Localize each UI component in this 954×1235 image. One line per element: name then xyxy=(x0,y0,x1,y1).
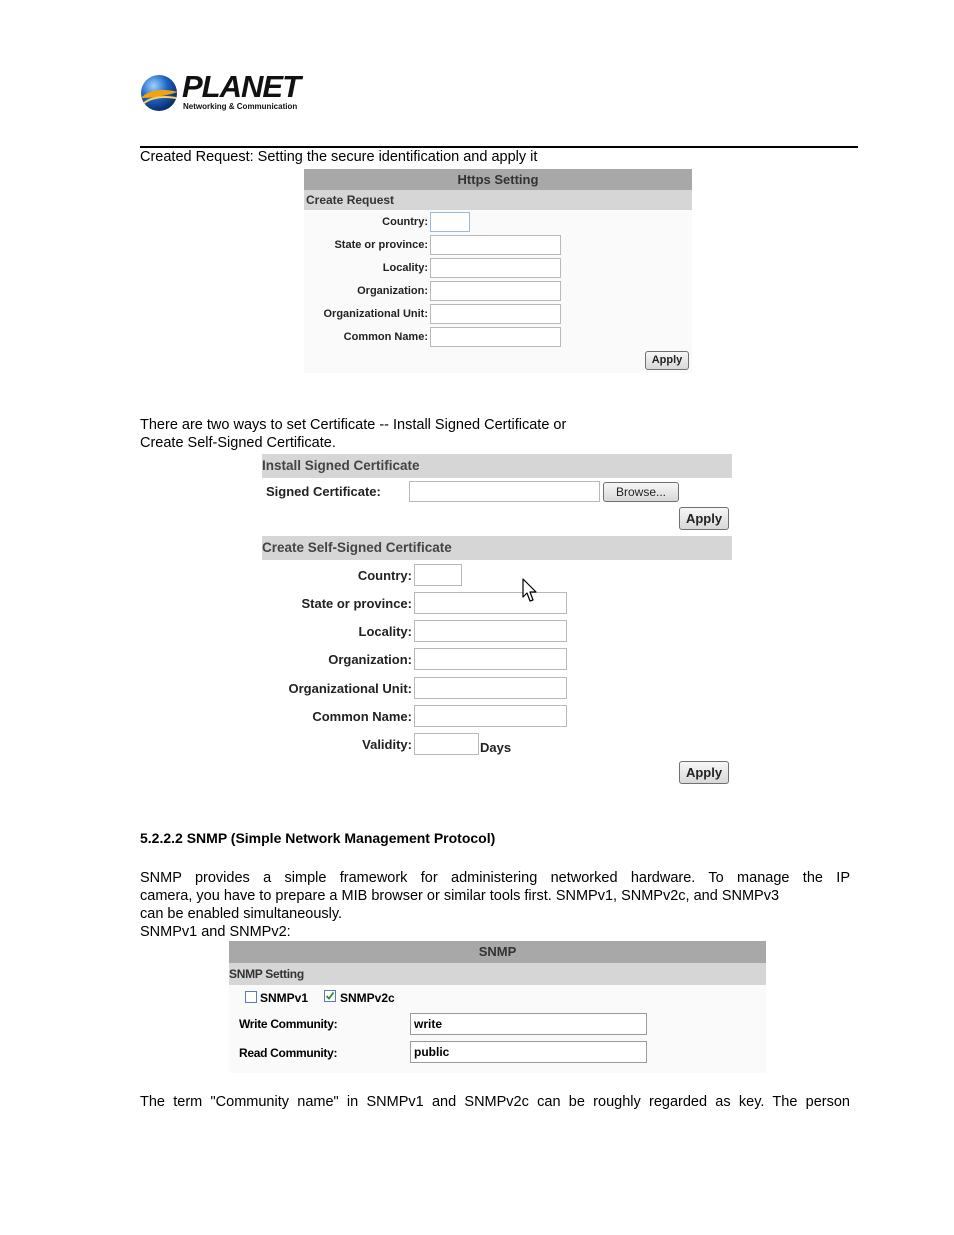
days-label: Days xyxy=(480,740,512,755)
self-signed-header: Create Self-Signed Certificate xyxy=(262,536,732,560)
install-signed-header: Install Signed Certificate xyxy=(262,454,732,478)
read-community-input[interactable] xyxy=(410,1041,647,1063)
common-name-input[interactable] xyxy=(430,327,561,347)
snmp-setting-header: SNMP Setting xyxy=(229,963,766,985)
snmpv2c-label: SNMPv2c xyxy=(340,991,395,1005)
country-label: Country: xyxy=(382,216,428,228)
two-ways-line1: There are two ways to set Certificate -- Install Signed Certificate or xyxy=(140,417,567,433)
self-state-input[interactable] xyxy=(414,592,567,614)
create-request-header: Create Request xyxy=(304,190,692,210)
write-community-value: write xyxy=(414,1017,443,1031)
install-apply-button[interactable]: Apply xyxy=(679,507,729,530)
snmp-panel xyxy=(229,941,766,1073)
common-name-label: Common Name: xyxy=(343,331,428,343)
globe-icon xyxy=(138,72,180,114)
mouse-cursor-icon xyxy=(522,578,538,604)
self-locality-input[interactable] xyxy=(414,620,567,642)
read-community-value: public xyxy=(414,1045,450,1059)
country-input[interactable] xyxy=(430,212,470,232)
signed-cert-label: Signed Certificate: xyxy=(266,484,381,499)
self-common-name-input[interactable] xyxy=(414,705,567,727)
snmp-para-line4: SNMPv1 and SNMPv2: xyxy=(140,924,291,940)
locality-label: Locality: xyxy=(382,262,428,274)
brand-tagline: Networking & Communication xyxy=(183,102,298,111)
snmp-para-line3: can be enabled simultaneously. xyxy=(140,906,343,922)
self-locality-label: Locality: xyxy=(358,624,412,639)
self-org-unit-input[interactable] xyxy=(414,677,567,699)
https-apply-button[interactable]: Apply xyxy=(645,351,689,370)
validity-input[interactable] xyxy=(414,733,479,755)
validity-label: Validity: xyxy=(362,737,412,752)
snmpv1-checkbox[interactable] xyxy=(245,991,257,1003)
snmp-para-line2: camera, you have to prepare a MIB browser or similar tools first. SNMPv1, SNMPv2c, and SNMPv3 xyxy=(140,888,780,904)
snmpv2c-checkbox[interactable] xyxy=(324,990,336,1002)
snmpv1-label: SNMPv1 xyxy=(260,991,309,1005)
certificate-panel xyxy=(262,454,732,789)
signed-cert-input[interactable] xyxy=(409,481,600,502)
self-org-unit-label: Organizational Unit: xyxy=(288,681,412,696)
planet-logo xyxy=(138,70,298,116)
self-state-label: State or province: xyxy=(301,596,412,611)
snmp-heading: 5.2.2.2 SNMP (Simple Network Management Protocol) xyxy=(140,830,496,846)
state-label: State or province: xyxy=(334,239,428,251)
organization-input[interactable] xyxy=(430,281,561,301)
https-setting-title: Https Setting xyxy=(304,169,692,190)
browse-button[interactable]: Browse... xyxy=(603,482,679,502)
self-country-label: Country: xyxy=(357,568,412,583)
write-community-input[interactable] xyxy=(410,1013,647,1035)
created-request-text: Created Request: Setting the secure identification and apply it xyxy=(140,149,538,165)
self-common-name-label: Common Name: xyxy=(312,709,412,724)
locality-input[interactable] xyxy=(430,258,561,278)
https-setting-panel xyxy=(304,169,692,373)
organization-label: Organization: xyxy=(357,285,428,297)
self-organization-input[interactable] xyxy=(414,648,567,670)
snmp-title: SNMP xyxy=(229,941,766,963)
self-organization-label: Organization: xyxy=(328,652,412,667)
write-community-label: Write Community: xyxy=(239,1017,338,1031)
brand-name: PLANET xyxy=(182,69,300,104)
two-ways-line2: Create Self-Signed Certificate. xyxy=(140,435,336,451)
read-community-label: Read Community: xyxy=(239,1046,338,1060)
checkmark-icon xyxy=(325,991,335,1001)
org-unit-input[interactable] xyxy=(430,304,561,324)
org-unit-label: Organizational Unit: xyxy=(323,308,428,320)
community-name-text: The term "Community name" in SNMPv1 and SNMPv2c can be roughly regarded as key. The person xyxy=(140,1094,850,1110)
state-input[interactable] xyxy=(430,235,561,255)
self-apply-button[interactable]: Apply xyxy=(679,761,729,784)
self-country-input[interactable] xyxy=(414,564,462,586)
snmp-para-line1: SNMP provides a simple framework for administering networked hardware. To manage the IP xyxy=(140,870,850,886)
